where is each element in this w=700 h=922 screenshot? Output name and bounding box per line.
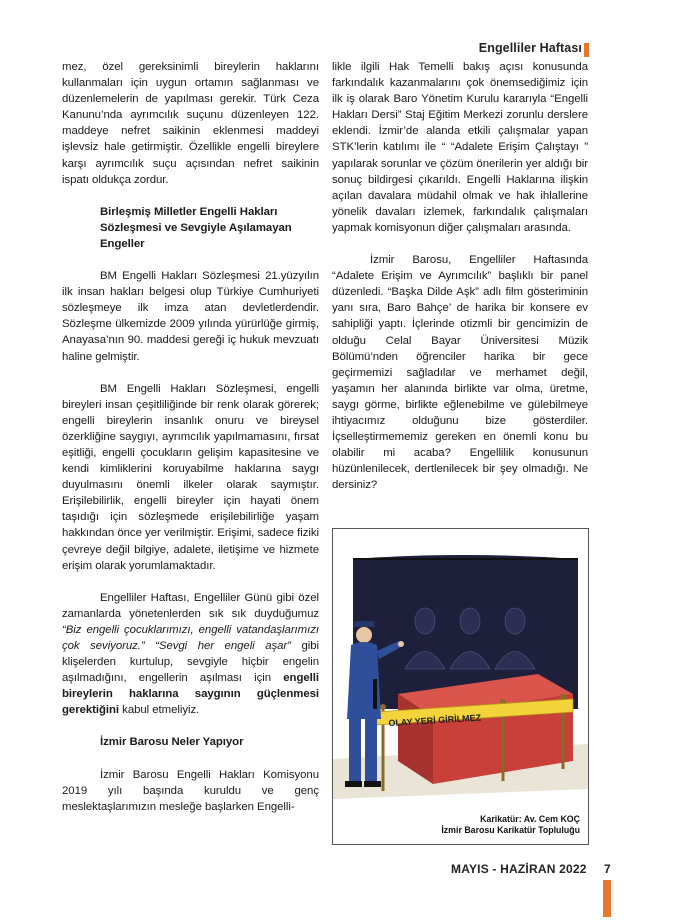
issue-date: MAYIS - HAZİRAN 2022	[451, 862, 587, 876]
left-column	[62, 59, 319, 815]
cartoon-figure	[332, 528, 589, 845]
right-column	[332, 59, 588, 493]
emphasis-text: engelli bireylerin haklarına saygının güçlenmesi gerektiğini	[62, 672, 319, 717]
paragraph: BM Engelli Hakları Sözleşmesi 21.yüzyılın ilk insan hakları belgesi olup Türkiye Cumhuriyeti sözleşmeye ilk imza atan devletlerdendir. Sözleşme ülkemizde 2009 yılında yürürlüğe girmiş, Anayasa’nın 90. maddesi gereği iç hukuk mevzuatı haline gelmiştir.	[62, 270, 319, 363]
page-number: 7	[604, 862, 611, 876]
footer-accent-bar	[603, 880, 611, 917]
section-title: Engelliler Haftası	[478, 41, 582, 55]
paragraph: mez, özel gereksinimli bireylerin haklarını kullanmaları için uygun ortamın sağlanması ve düzenlemelerin de yapılması gerekir. Türk Ceza Kanunu’nda ayrımcılık suçunu düzenleyen 122. maddeye nefret saikinin eklenmesi maddeyi işlevsiz hale getirmiştir. Özellikle engelli bireylere karşı ayrımcılık suçu açısından nefret saikinin ispatı oldukça zordur.	[62, 61, 319, 186]
paragraph	[62, 590, 319, 719]
paragraph: BM Engelli Hakları Sözleşmesi, engelli bireyleri insan çeşitliliğinde bir renk olarak görerek; engelli bireylerin insanlık onuru ve bireysel özerkliğine saygıyı, ayrımcılık yapılmamasını, fırsat eşitliği, engelli çocukların gelişim kapasitesine ve kendi kimliklerini koruyabilme haklarına saygı duyulmasını önemli ilkeler olarak saymıştır. Erişilebilirlik, engelli bireyler için hayati önem taşıdığı için sözleşmede erişilebilirliğe yaşam hakkından önce yer verilmiştir. Erişimi, sadece fiziki çevreye değil bilgiye, adalete, iletişime ve hizmete erişim olarak yorumlamaktadır.	[62, 382, 319, 572]
paragraph-text: Engelliler Haftası, Engelliler Günü gibi özel zamanlarda yönetenlerden sık sık duyduğumuz	[62, 591, 319, 620]
section-accent-mark	[584, 43, 589, 57]
caption-author: Karikatür: Av. Cem KOÇ	[480, 814, 580, 824]
cartoon-caption	[441, 814, 580, 836]
paragraph: likle ilgili Hak Temelli bakış açısı konusunda farkındalık kazanmalarını çok önemsediğimiz için ilk iş olarak Baro Yönetim Kurulu kararıyla “Engelli Hakları Dersi” Staj Eğitim Merkezi zorunlu derslere eklendi. İzmir’de alanda etkili çalışmalar yapan STK’lerin katılımı ile “ “Adalete Erişim Çalıştayı ” yapılarak sorunlar ve çözüm önerilerin yer aldığı bir sonuç bildirgesi çıkarıldı. Engelli Haklarına ilişkin açılan davalara müdahil olmak ve hak ihlallerine yönelik davaları izlemek, farkındalık çalışmaları yapmak komisyonun diğer çalışmaları arasında.	[332, 61, 588, 234]
quote-text: “Biz engelli çocuklarımızı, engelli vatandaşlarımızı çok seviyoruz.” “Sevgi her engeli aşar”	[62, 623, 319, 652]
subheading: Birleşmiş Milletler Engelli Hakları Sözleşmesi ve Sevgiyle Aşılamayan Engeller	[100, 205, 292, 250]
paragraph: İzmir Barosu, Engelliler Haftasında “Adalete Erişim ve Ayrımcılık” başlıklı bir panel düzenledi. “Başka Dilde Aşk” adlı film gösteriminin yanı sıra, Baro Bahçe’ de harika bir konsere ev sahipliği yaptı. İçlerinde otizmli bir gencimizin de olduğu Celal Bayar Üniversitesi Müzik Bölümü’nden öğrenciler harika bir gece geçirmemizi sağladılar ve merhamet değil, yaşamın her alanında birlikte var olma, üretme, saygı görme, birlikte eğlenebilme ve gülebilmeye ihtiyacımız olduğunu bize gösterdiler. İçselleştirmememiz gereken en önemli konu bu olabilir mi acaba? Engellilik konusunun hüzünlenilecek, dertlenilecek bir şey olmadığı. Ne dersiniz?	[332, 254, 588, 492]
tape-text: OLAY YERİ GİRİLMEZ	[388, 712, 482, 729]
cartoon-illustration	[333, 529, 588, 844]
caption-source: İzmir Barosu Karikatür Topluluğu	[441, 825, 580, 835]
subheading: İzmir Barosu Neler Yapıyor	[100, 736, 244, 749]
paragraph-text: kabul etmeliyiz.	[119, 704, 200, 717]
paragraph: İzmir Barosu Engelli Hakları Komisyonu 2019 yılı başında kuruldu ve genç meslektaşlarımızın mesleğe başlarken Engelli-	[62, 768, 319, 813]
paragraph-text: gibi klişelerden kurtulup, sevgiyle hiçbir engelin aşılmadığını, engellerin aşılması için	[62, 640, 319, 685]
